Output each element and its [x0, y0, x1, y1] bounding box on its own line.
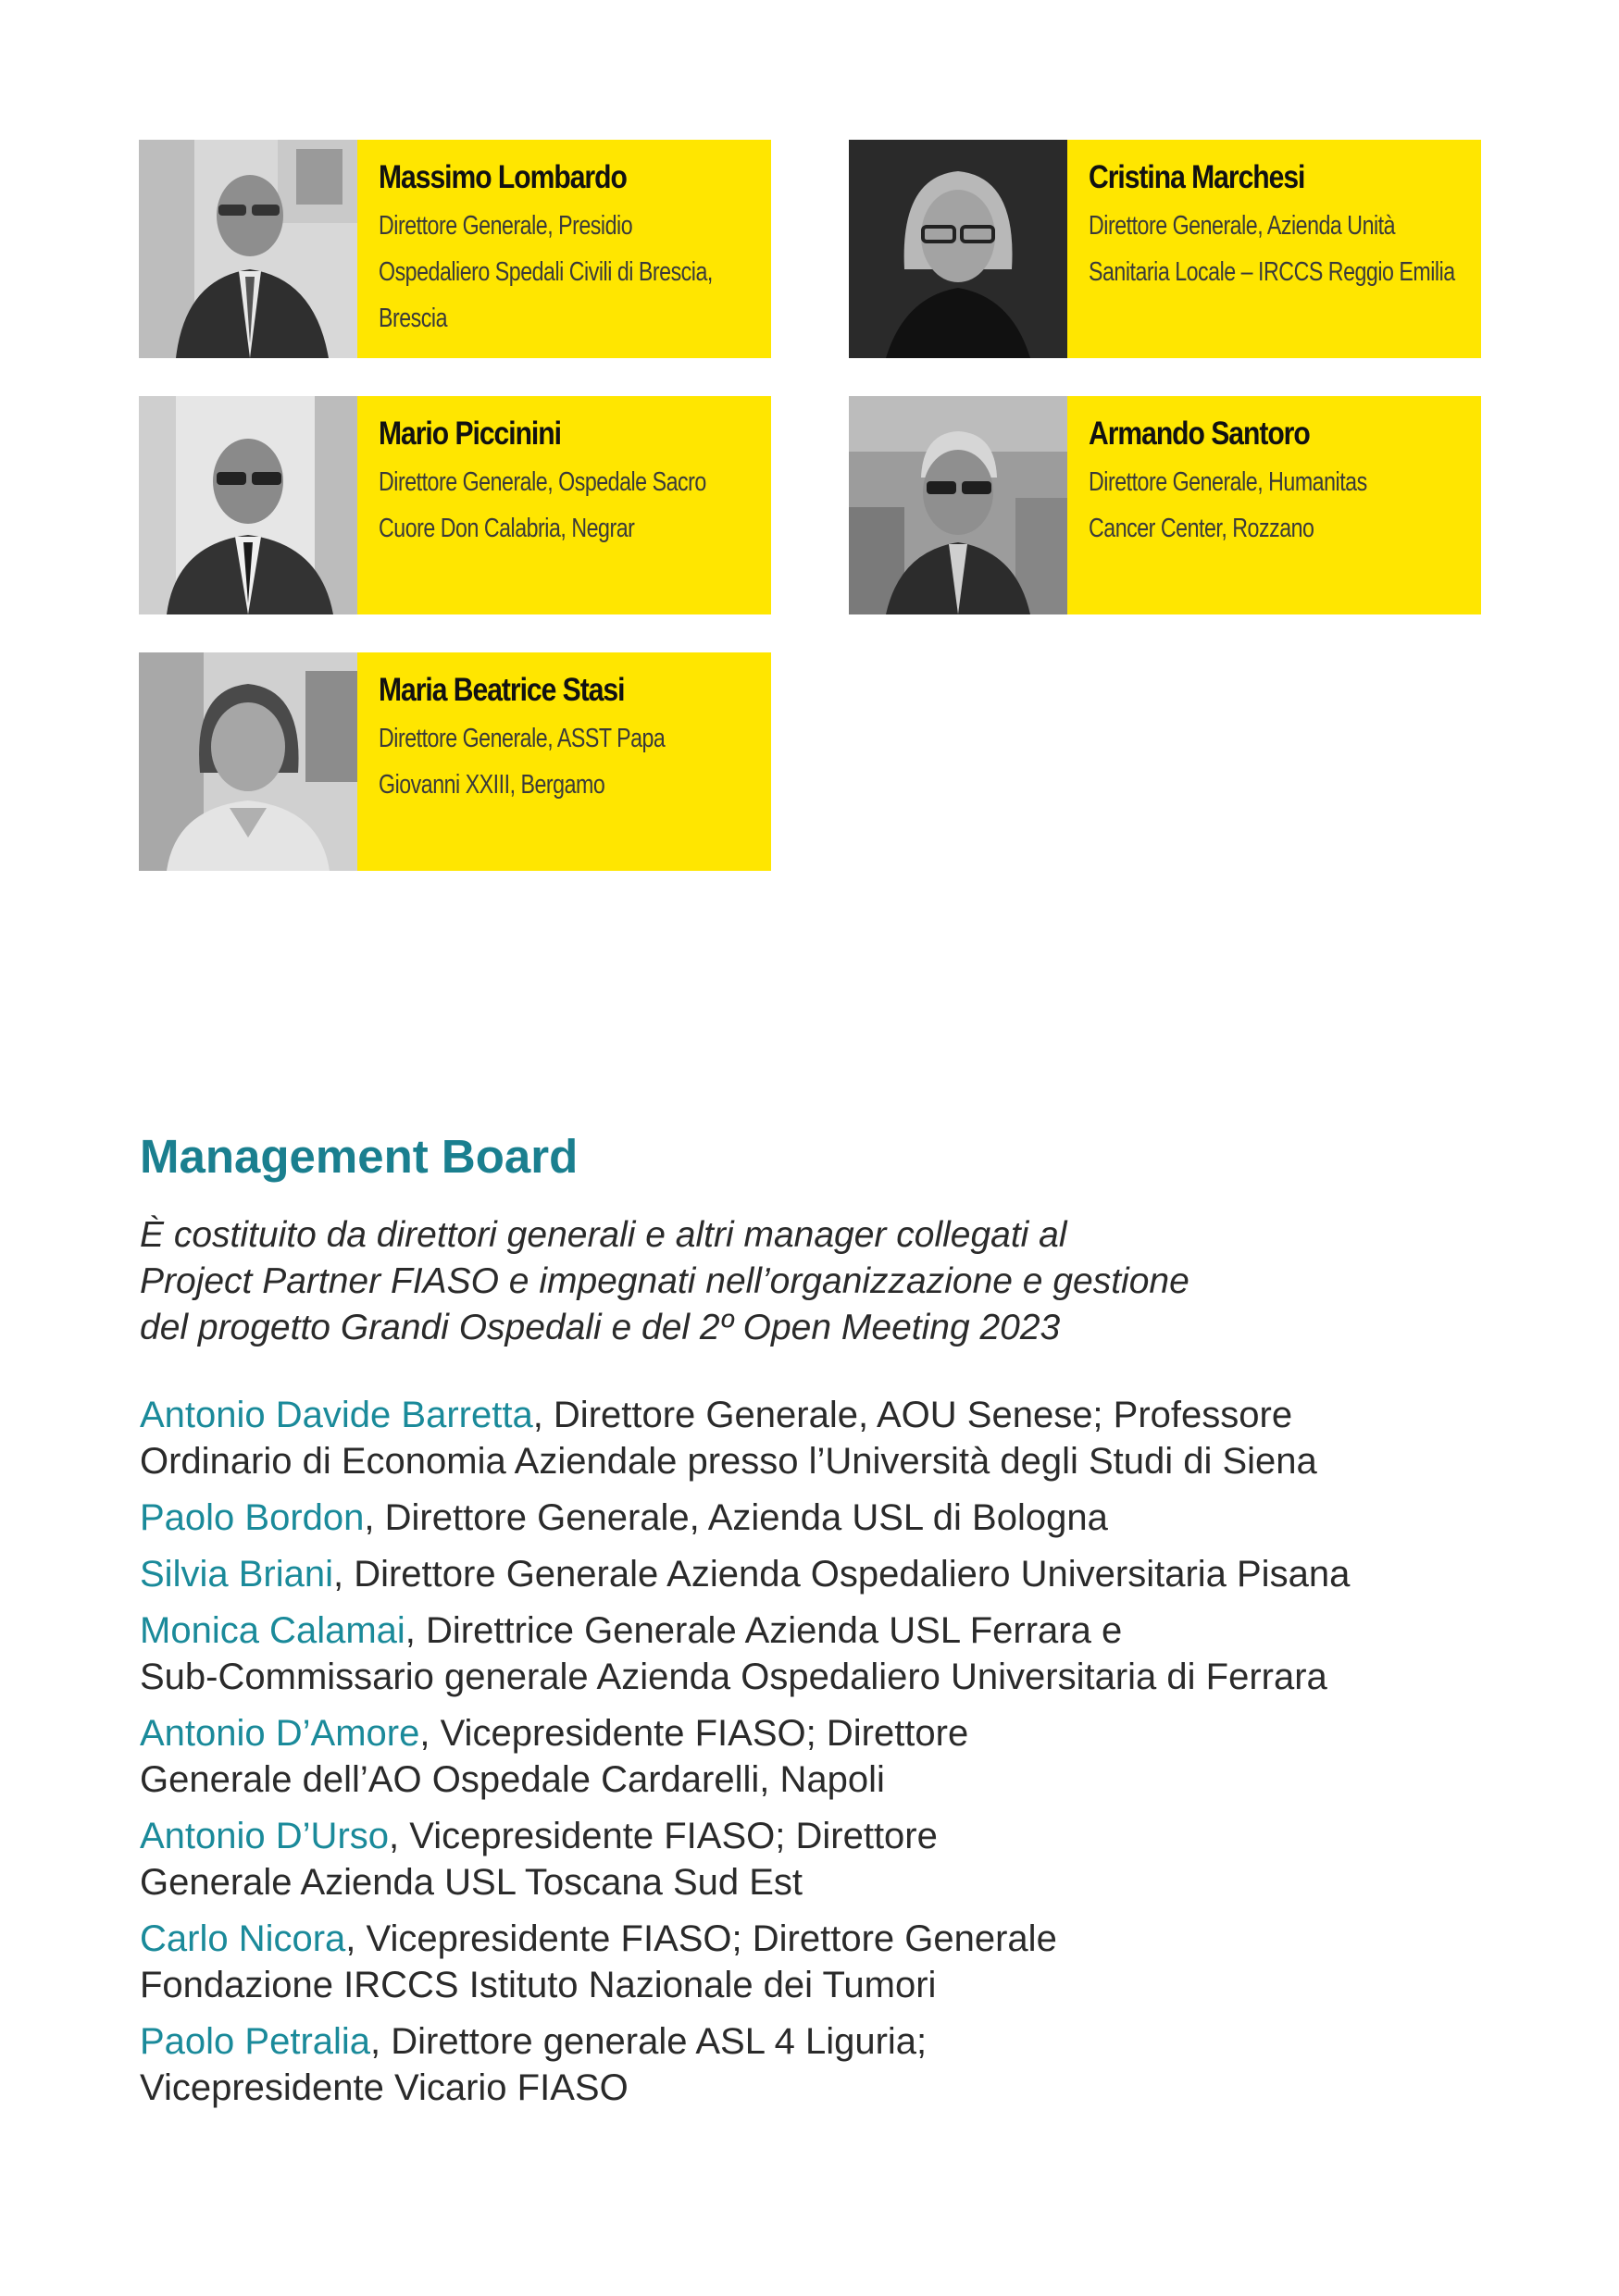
portrait-photo — [849, 396, 1067, 614]
list-item: Paolo Petralia, Direttore generale ASL 4 Liguria; Vicepresidente Vicario FIASO — [140, 2021, 928, 2108]
portrait-photo — [139, 396, 357, 614]
profile-card-cristina-marchesi — [849, 140, 1481, 358]
person-role: Direttore Generale, Azienda Unità Sanitaria Locale – IRCCS Reggio Emilia — [1089, 211, 1455, 287]
list-item: Antonio D’Amore, Vicepresidente FIASO; Direttore Generale dell’AO Ospedale Cardarelli, Napoli — [140, 1713, 969, 1800]
section-description: È costituito da direttori generali e altri manager collegati al Project Partner FIASO e impegnati nell’organizzazione e gestione del progetto Grandi Ospedali e del 2º Open Meeting 2023 — [140, 1215, 1189, 1347]
profile-card-mario-piccinini — [139, 396, 771, 614]
member-name: Paolo Petralia — [140, 2021, 371, 2062]
member-name: Paolo Bordon — [140, 1497, 365, 1538]
list-item: Paolo Bordon, Direttore Generale, Azienda USL di Bologna — [140, 1497, 1108, 1538]
member-name: Antonio D’Urso — [140, 1816, 390, 1856]
portrait-photo — [139, 140, 357, 358]
list-item: Antonio Davide Barretta, Direttore Generale, AOU Senese; Professore Ordinario di Economia Aziendale presso l’Università degli Studi di Siena — [140, 1395, 1317, 1482]
member-name: Antonio Davide Barretta — [140, 1395, 533, 1435]
person-name: Maria Beatrice Stasi — [379, 672, 625, 708]
profile-card-armando-santoro — [849, 396, 1481, 614]
member-name: Antonio D’Amore — [140, 1713, 420, 1754]
person-role: Direttore Generale, ASST Papa Giovanni XXIII, Bergamo — [379, 724, 666, 800]
member-name: Monica Calamai — [140, 1610, 405, 1651]
person-role: Direttore Generale, Ospedale Sacro Cuore Don Calabria, Negrar — [379, 467, 706, 543]
person-portrait-icon — [139, 140, 357, 358]
list-item: Silvia Briani, Direttore Generale Azienda Ospedaliero Universitaria Pisana — [140, 1554, 1351, 1595]
person-portrait-icon — [139, 652, 357, 871]
person-name: Armando Santoro — [1089, 416, 1310, 452]
person-portrait-icon — [849, 140, 1067, 358]
list-item: Monica Calamai, Direttrice Generale Azienda USL Ferrara e Sub-Commissario generale Azienda Ospedaliero Universitaria di Ferrara — [140, 1610, 1327, 1697]
person-role: Direttore Generale, Humanitas Cancer Center, Rozzano — [1089, 467, 1367, 543]
portrait-photo — [849, 140, 1067, 358]
list-item: Antonio D’Urso, Vicepresidente FIASO; Direttore Generale Azienda USL Toscana Sud Est — [140, 1816, 938, 1903]
section-title: Management Board — [140, 1130, 579, 1183]
person-name: Mario Piccinini — [379, 416, 561, 452]
person-name: Massimo Lombardo — [379, 159, 627, 195]
profile-card-massimo-lombardo — [139, 140, 771, 358]
member-name: Silvia Briani — [140, 1554, 333, 1595]
person-portrait-icon — [139, 396, 357, 614]
list-item: Carlo Nicora, Vicepresidente FIASO; Direttore Generale Fondazione IRCCS Istituto Nazionale dei Tumori — [140, 1918, 1057, 2005]
person-portrait-icon — [849, 396, 1067, 614]
profile-card-maria-beatrice-stasi — [139, 652, 771, 871]
member-name: Carlo Nicora — [140, 1918, 346, 1959]
person-role: Direttore Generale, Presidio Ospedaliero Spedali Civili di Brescia, Brescia — [379, 211, 713, 333]
board-member-list — [140, 1392, 1501, 2121]
person-name: Cristina Marchesi — [1089, 159, 1305, 195]
portrait-photo — [139, 652, 357, 871]
